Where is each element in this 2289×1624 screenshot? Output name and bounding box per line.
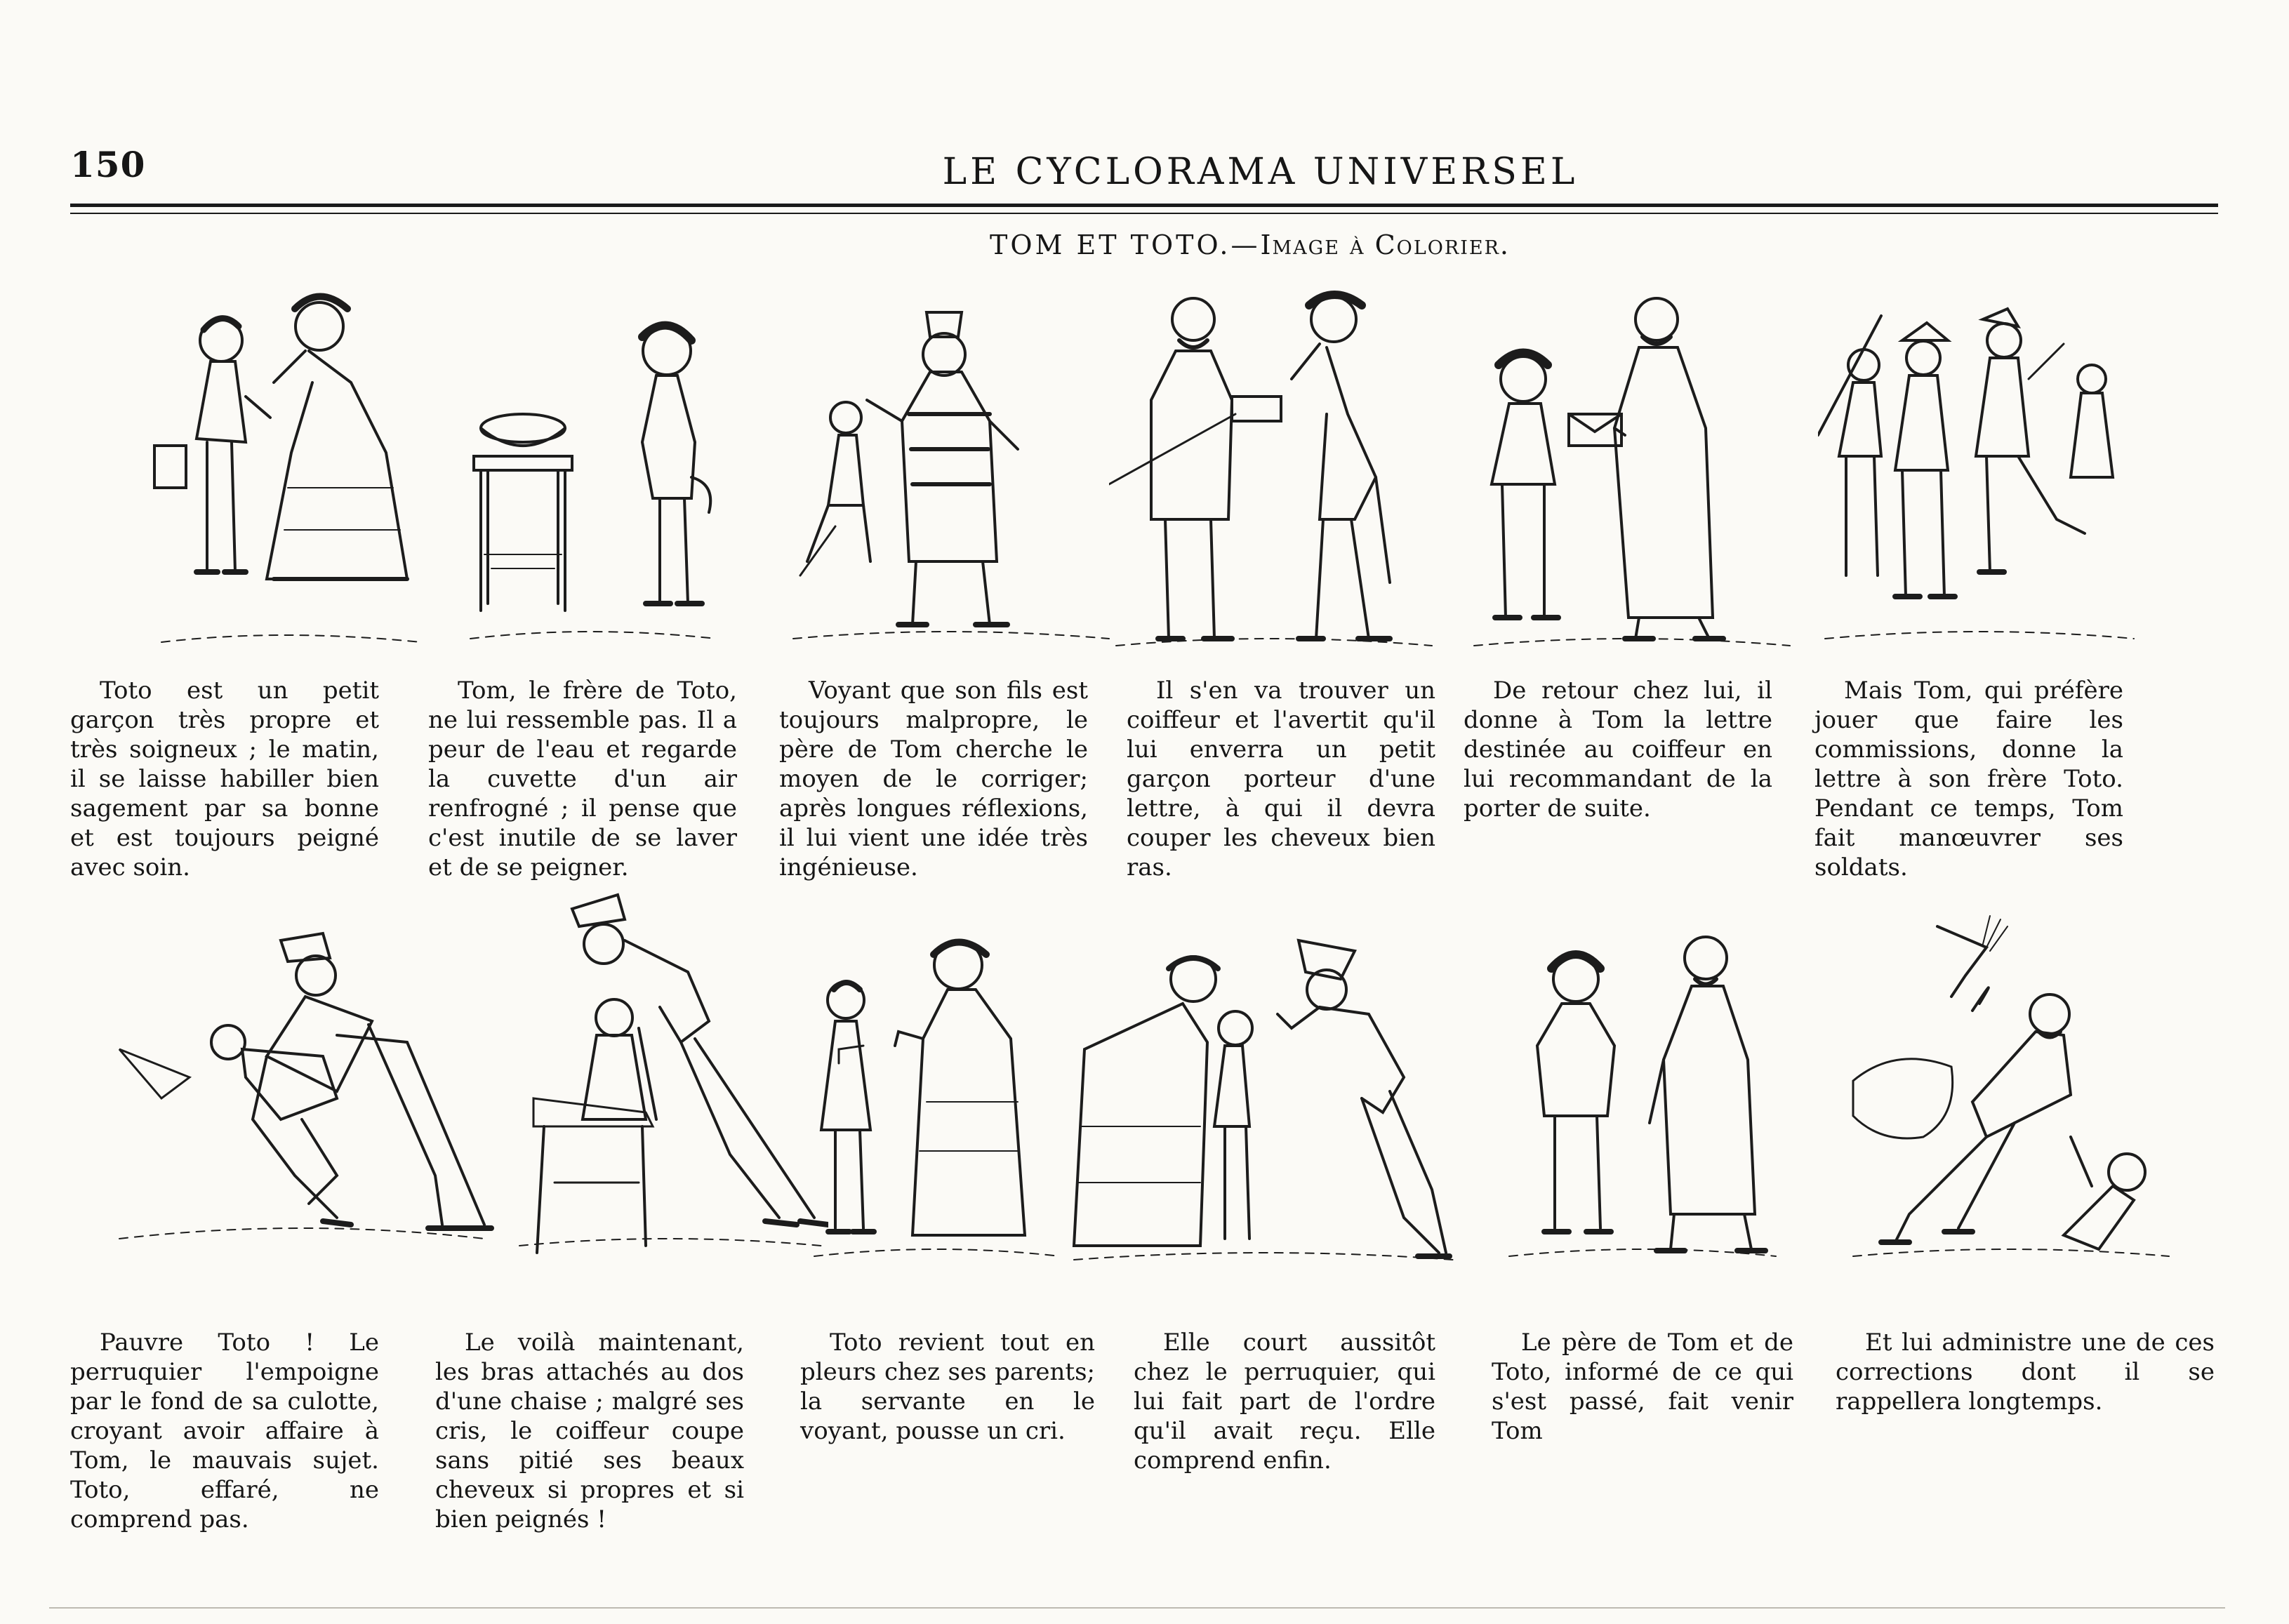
panel-8-illustration <box>505 888 828 1260</box>
panel-1-caption: Toto est un petit garçon très propre et très soigneux ; le matin, il se laisse habiller bien sagement par sa bonne et est toujours peigné avec soin. <box>70 677 379 881</box>
article-subtitle <box>0 229 2289 260</box>
panel-1-illustration <box>140 277 442 670</box>
panel-11-caption: Le père de Tom et de Toto, informé de ce qui s'est passé, fait venir Tom <box>1492 1329 1793 1445</box>
panel-4-illustration <box>1109 288 1439 660</box>
panel-12-illustration <box>1839 905 2176 1270</box>
barber-cutting-hair-icon <box>505 888 828 1260</box>
father-punishing-tom-icon <box>1839 905 2176 1270</box>
subtitle-sub: Image à Colorier. <box>1260 229 1510 260</box>
panel-5-caption: De retour chez lui, il donne à Tom la lettre destinée au coiffeur en lui recommandant de la porter de suite. <box>1464 677 1772 823</box>
boys-playing-soldiers-icon <box>1818 295 2141 653</box>
maid-dressing-boy-icon <box>140 277 442 670</box>
panel-2-caption: Tom, le frère de Toto, ne lui ressemble pas. Il a peur de l'eau et regarde la cuvette d'un air renfrogné ; il pense que c'est inutile de se laver et de se peigner. <box>428 677 737 881</box>
panel-7-caption: Pauvre Toto ! Le perruquier l'empoigne par le fond de sa culotte, croyant avoir affaire à Tom, le mauvais sujet. Toto, effaré, ne comprend pas. <box>70 1329 379 1533</box>
header-rule-thin <box>70 213 2218 214</box>
panel-7-illustration <box>105 909 498 1253</box>
panel-3-illustration <box>786 295 1116 653</box>
panel-9-caption: Toto revient tout en pleurs chez ses parents; la servante en le voyant, pousse un cri. <box>800 1329 1095 1445</box>
father-giving-letter-icon <box>1467 295 1797 660</box>
panel-3-caption: Voyant que son fils est toujours malpropre, le père de Tom cherche le moyen de le corriger; après longues réflexions, il lui vient une idée très ingénieuse. <box>779 677 1088 881</box>
subtitle-dash: — <box>1230 229 1261 260</box>
boy-at-washbasin-icon <box>463 302 723 653</box>
header-rule-thick <box>70 204 2218 207</box>
panel-5-illustration <box>1467 295 1797 660</box>
maid-and-barber-icon <box>1067 916 1460 1274</box>
panel-12-caption: Et lui administre une de ces corrections dont il se rappellera longtemps. <box>1836 1329 2215 1416</box>
panel-6-illustration <box>1818 295 2141 653</box>
subtitle-main: TOM ET TOTO. <box>990 229 1231 260</box>
running-title: LE CYCLORAMA UNIVERSEL <box>942 151 1579 193</box>
barber-grabbing-boy-icon <box>105 909 498 1253</box>
father-summons-tom-icon <box>1502 919 1783 1270</box>
father-thinking-icon <box>786 295 1116 653</box>
panel-10-illustration <box>1067 916 1460 1274</box>
panel-4-caption: Il s'en va trouver un coiffeur et l'avertit qu'il lui enverra un petit garçon porteur d'une lettre, à qui il devra couper les cheveux bien ras. <box>1127 677 1435 881</box>
panel-8-caption: Le voilà maintenant, les bras attachés au dos d'une chaise ; malgré ses cris, le coiffeur coupe sans pitié ses beaux cheveux si propres et si bien peignés ! <box>435 1329 744 1533</box>
page-number: 150 <box>70 144 146 185</box>
panel-11-illustration <box>1502 919 1783 1270</box>
father-and-barber-icon <box>1109 288 1439 660</box>
panel-10-caption: Elle court aussitôt chez le perruquier, qui lui fait part de l'ordre qu'il avait reçu. Elle comprend enfin. <box>1134 1329 1435 1475</box>
panel-9-illustration <box>807 926 1067 1270</box>
page-bottom-edge <box>49 1607 2225 1609</box>
panel-6-caption: Mais Tom, qui préfère jouer que faire les commissions, donne la lettre à son frère Toto. Pendant ce temps, Tom fait manœuvrer ses soldats. <box>1814 677 2123 881</box>
maid-crying-out-icon <box>807 926 1067 1270</box>
panel-2-illustration <box>463 302 723 653</box>
